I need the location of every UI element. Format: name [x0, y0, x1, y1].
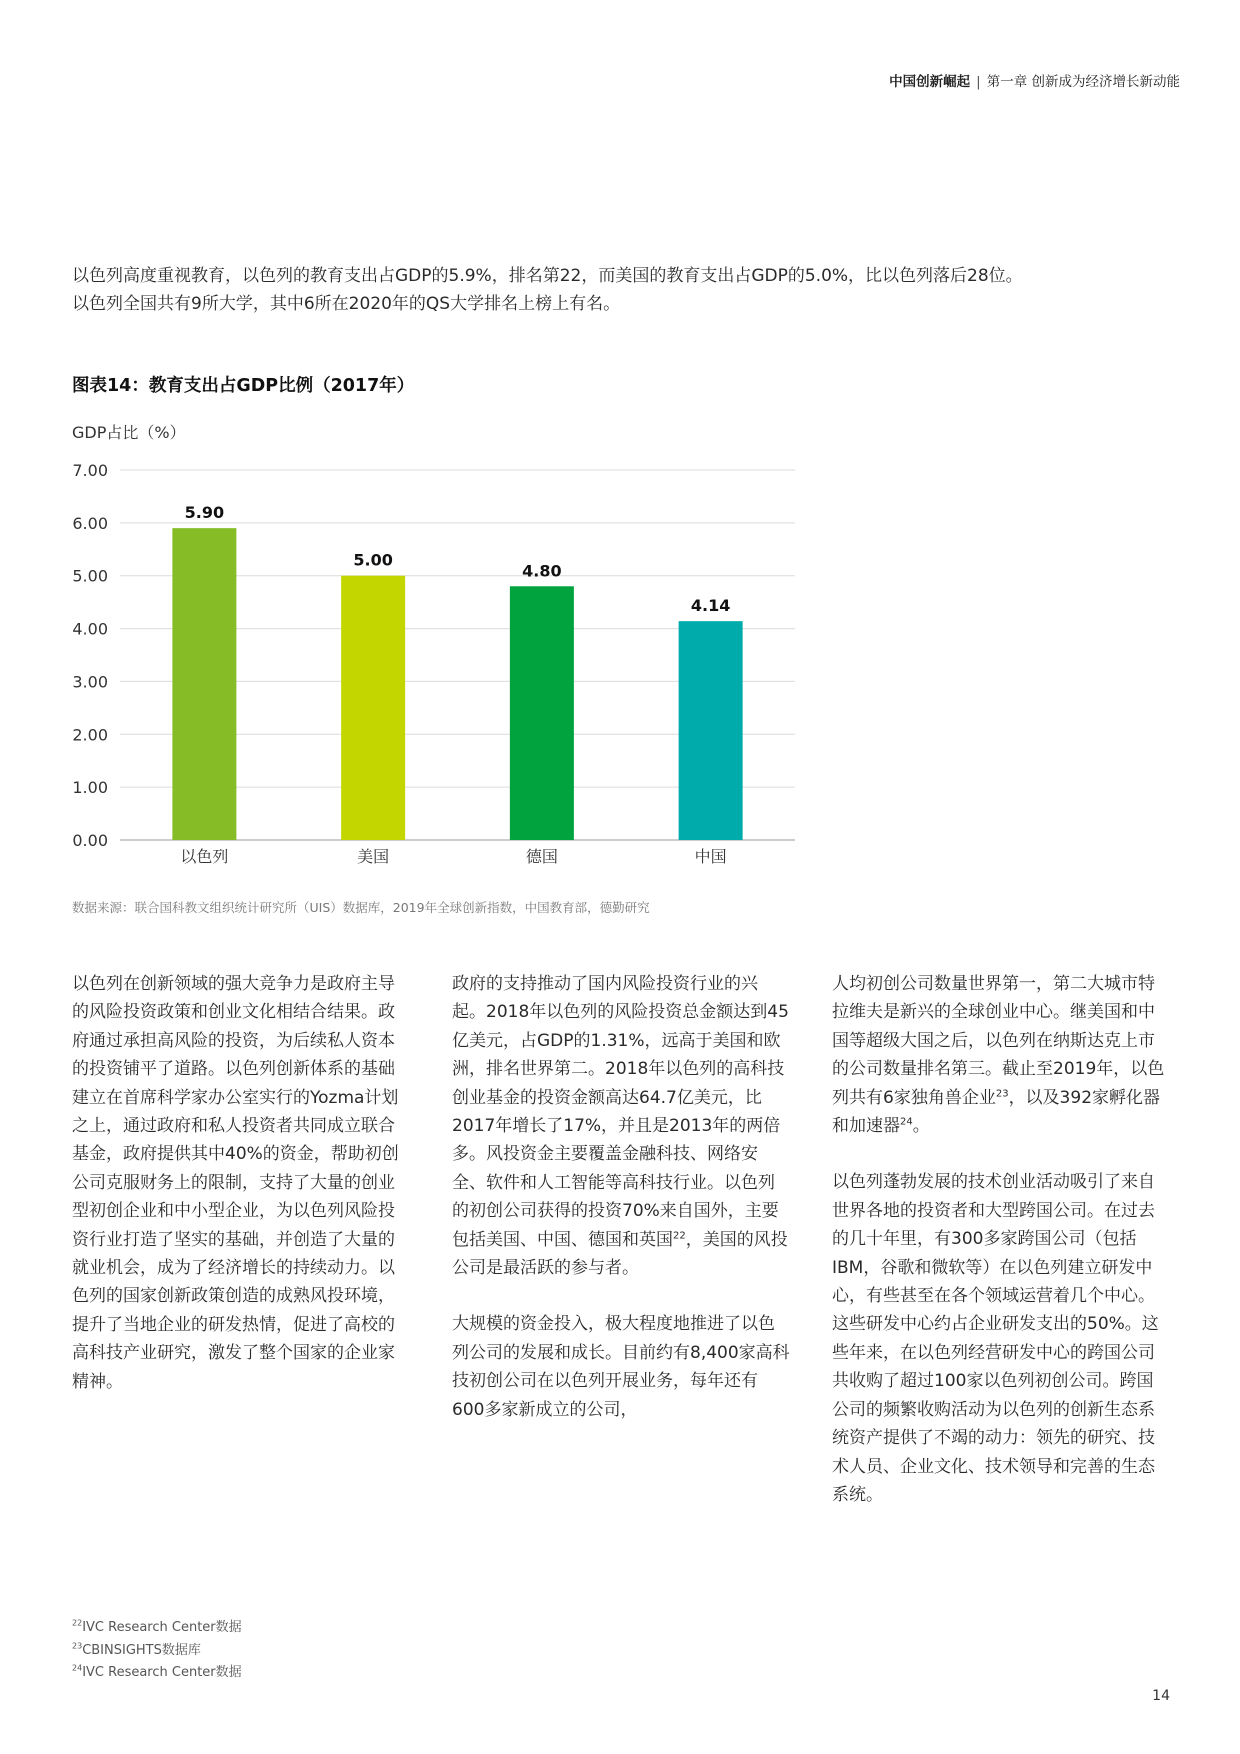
intro-line-1: 以色列高度重视教育，以色列的教育支出占GDP的5.9%，排名第22，而美国的教育支出占GDP的5.0%，比以色列落后28位。: [72, 266, 1023, 286]
header-title: 中国创新崛起: [889, 74, 971, 90]
column-1-paragraph-1: 以色列在创新领域的强大竞争力是政府主导的风险投资政策和创业文化相结合结果。政府通过承担高风险的投资，为后续私人资本的投资铺平了道路。以色列创新体系的基础建立在首席科学家办公室实行的Yozma计划之上，通过政府和私人投资者共同成立联合基金，政府提供其中40%的资金，帮助初创公司克服财务上的限制，支持了大量的创业型初创企业和中小型企业，为以色列风险投资行业打造了坚实的基础，并创造了大量的就业机会，成为了经济增长的持续动力。以色列的国家创新政策创造的成熟风投环境， 提升了当地企业的研发热情，促进了高校的高科技产业研究，激发了整个国家的企业家精神。: [72, 974, 399, 1392]
column-2-text-b: ，美国的风投公司是最活跃的参与者。: [452, 1229, 788, 1279]
footnote-22: $^{22}$IVC Research Center数据: [72, 1618, 242, 1635]
x-tick-label: 德国: [525, 847, 558, 866]
x-tick-label: 美国: [357, 847, 390, 866]
intro-line-2: 以色列全国共有9所大学，其中6所在2020年的QS大学排名上榜上有名。: [72, 294, 621, 314]
intro-paragraph: [72, 262, 1172, 318]
column-3-text-b: ，以及392家孵化器和加速器: [832, 1087, 1161, 1137]
page-header: [889, 70, 1180, 90]
footnote-23: $^{23}$CBINSIGHTS数据库: [72, 1641, 201, 1658]
x-tick-label: 中国: [694, 847, 727, 866]
y-tick-label: 6.00: [72, 513, 108, 533]
chart-title: 图表14：教育支出占GDP比例（2017年）: [72, 376, 415, 396]
text-column-3: [832, 970, 1170, 1537]
y-tick-label: 3.00: [72, 672, 108, 692]
header-separator: |: [976, 74, 981, 90]
header-chapter: 第一章 创新成为经济增长新动能: [986, 74, 1180, 90]
bar-value-label: 4.14: [690, 596, 731, 616]
bar-3: [510, 586, 574, 840]
footnote-ref-22[interactable]: 22: [673, 1230, 686, 1241]
footnote-ref-24[interactable]: 24: [900, 1116, 913, 1128]
chart-source: 数据来源：联合国科教文组织统计研究所（UIS）数据库，2019年全球创新指数，中国教育部，德勤研究: [72, 900, 650, 915]
y-tick-label: 7.00: [72, 461, 108, 480]
bar-value-label: 4.80: [522, 561, 562, 581]
page-number: 14: [1152, 1688, 1170, 1704]
column-2-text-a: 政府的支持推动了国内风险投资行业的兴起。2018年以色列的风险投资总金额达到45亿美元，占GDP的1.31%，远高于美国和欧洲，排名世界第二。2018年以色列的高科技创业基金的投资金额高达64.7亿美元，比2017年增长了17%，并且是2013年的两倍多。风投资金主要覆盖金融科技、网络安全、软件和人工智能等高科技行业。以色列的初创公司获得的投资70%来自国外，主要包括美国、中国、德国和英国: [452, 974, 789, 1250]
y-tick-label: 1.00: [72, 778, 108, 798]
column-3-text-a: 人均初创公司数量世界第一，第二大城市特拉维夫是新兴的全球创业中心。继美国和中国等超级大国之后，以色列在纳斯达克上市的公司数量排名第三。截止至2019年，以色列共有6家独角兽企业: [832, 974, 1165, 1108]
y-tick-label: 2.00: [72, 725, 108, 745]
text-column-1: [72, 970, 410, 1424]
bar-chart: [60, 455, 800, 875]
bar-2: [341, 576, 405, 840]
column-2-paragraph-2: 大规模的资金投入，极大程度地推进了以色列公司的发展和成长。目前约有8,400家高科技初创公司在以色列开展业务，每年还有600多家新成立的公司，: [452, 1314, 790, 1420]
bar-1: [172, 528, 236, 840]
y-tick-label: 4.00: [72, 619, 108, 639]
bar-value-label: 5.00: [353, 550, 393, 570]
footnote-24: $^{24}$IVC Research Center数据: [72, 1663, 242, 1680]
column-3-paragraph-1: [832, 970, 1170, 1140]
column-3-text-c: 。: [912, 1116, 930, 1137]
bar-4: [679, 621, 743, 840]
column-3-paragraph-2: 以色列蓬勃发展的技术创业活动吸引了来自世界各地的投资者和大型跨国公司。在过去的几十年里，有300多家跨国公司（包括IBM，谷歌和微软等）在以色列建立研发中心，有些甚至在各个领域运营着几个中心。这些研发中心约占企业研发支出的50%。这些年来，在以色列经营研发中心的跨国公司共收购了超过100家以色列初创公司。跨国公司的频繁收购活动为以色列的创新生态系统资产提供了不竭的动力：领先的研究、技术人员、企业文化、技术领导和完善的生态系统。: [832, 1172, 1159, 1505]
column-2-paragraph-1: [452, 970, 790, 1282]
bar-value-label: 5.90: [184, 503, 225, 523]
x-tick-label: 以色列: [180, 847, 229, 866]
chart-y-axis-label: GDP占比（%）: [72, 423, 186, 442]
footnote-ref-23[interactable]: 23: [995, 1087, 1009, 1099]
y-tick-label: 0.00: [72, 831, 108, 850]
text-column-2: [452, 970, 790, 1452]
y-tick-label: 5.00: [72, 566, 108, 586]
footnotes: [72, 1617, 242, 1685]
